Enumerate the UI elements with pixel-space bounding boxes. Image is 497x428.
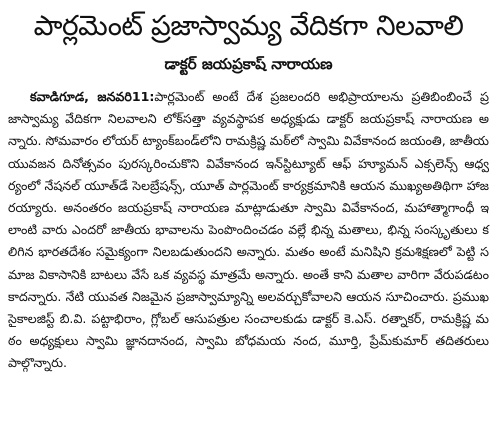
article-body: [6, 86, 491, 426]
article-dateline: కవాడిగూడ, జనవరి11:: [30, 89, 155, 104]
article-body-text: పార్లమెంట్ అంటే దేశ ప్రజలందరి అభిప్రాయాలను ప్రతిబింబించే ప్రజాస్వామ్య వేదికగా నిలవాలని లోక్‌సత్తా వ్యవస్థాపక అధ్యక్షుడు డాక్టర్ జయప్రకాష్ నారాయణ అన్నారు. సోమవారం లోయర్ ట్యాంక్‌బండ్‌లోని రామక్రిష్ణ మఠ్‌లో స్వామి వివేకానంద జయంతి, జాతీయ యువజన దినోత్సవం పురస్కరించుకొని వివేకానంద ఇన్‌స్టిట్యూట్ ఆఫ్ హ్యూమన్ ఎక్సలెన్స్ ఆధ్వర్యంలో నేషనల్ యూత్‌డే సెలబ్రేషన్స్, యూత్ పార్లమెంట్ కార్యక్రమానికి ఆయన ముఖ్యఅతిథిగా హాజరయ్యారు. అనంతరం జయప్రకాష్ నారాయణ మాట్లాడుతూ స్వామి వివేకానంద, మహాత్మాగాంధీ ఇలాంటి వారు ఎందరో జాతీయ భావాలను పెంపొందించడం వల్లే భిన్న మతాలు, భిన్న సంస్కృతులు కలిగిన భారతదేశం సమైక్యంగా నిలబడుతుందని అన్నారు. మతం అంటే మనిషిని క్రమశిక్షణలో పెట్టి సమాజ వికాసానికి బాటలు వేసే ఒక వ్యవస్థ మాత్రమే అన్నారు. అంతే కాని మతాల వారిగా వేరుపడటం కాదన్నారు. నేటి యువత నిజమైన ప్రజాస్వామ్యాన్ని అలవర్చుకోవాలని ఆయన సూచించారు. ప్రముఖ సైకాలజిస్ట్ బి.వి. పట్టాభిరాం, గ్లోబల్ ఆసుపత్రుల సంచాలకుడు డాక్టర్ కె.ఎస్. రత్నాకర్, రామక్రిష్ణ మఠం అధ్యక్షులు స్వామి జ్ఞానదానంద, స్వామి బోధమయ నంద, మూర్తి, ప్రేమ్‌కుమార్ తదితరులు పాల్గొన్నారు.: [8, 89, 489, 371]
article-headline: పార్లమెంట్ ప్రజాస్వామ్య వేదికగా నిలవాలి: [33, 9, 464, 42]
article-byline: డాక్టర్ జయప్రకాష్ నారాయణ: [164, 55, 333, 73]
